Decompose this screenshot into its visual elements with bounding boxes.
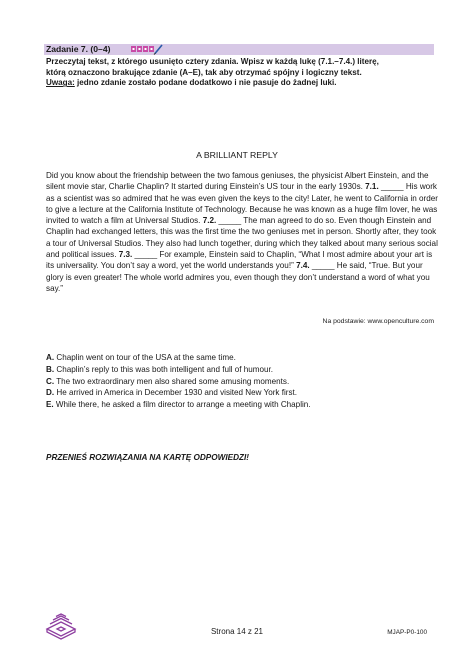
option-text: While there, he asked a film director to arrange a meeting with Chaplin. — [53, 400, 311, 410]
text-segment: _____ The man agreed to do so. Even though Einstein and Chaplin had exchanged letters, this was the first time the two geniuses met in person. Shortly after, they took a tour of Universal Studios. They also had lunch together, during which they talked about many serious social and political issues. — [46, 216, 438, 260]
option-letter: A. — [46, 353, 55, 362]
task-title: Zadanie 7. (0–4) — [46, 44, 111, 54]
option-d — [46, 387, 311, 399]
source-citation: Na podstawie: www.openculture.com — [322, 318, 434, 325]
answer-options — [46, 352, 311, 411]
option-text: The two extraordinary men also shared some amusing moments. — [54, 376, 290, 386]
text-segment: _____ For example, Einstein said to Chaplin, “What I most admire about your art is its universality. You don’t say a word, yet the world understands you!” — [46, 250, 433, 271]
option-letter: C. — [46, 376, 55, 386]
option-letter: B. — [46, 364, 55, 374]
article-body — [46, 170, 441, 294]
text-segment: _____ He said, “True. But your glory is even greater! The whole world admires you, even though they don’t understand a word of what you say.” — [46, 261, 430, 293]
option-letter: E. — [46, 400, 54, 410]
option-letter: D. — [46, 388, 55, 398]
option-text: He arrived in America in December 1930 and visited New York first. — [54, 388, 298, 398]
option-text: Chaplin went on tour of the USA at the same time. — [54, 353, 236, 362]
instruction-line: którą oznaczono brakujące zdanie (A–E), tak aby otrzymać spójny i logiczny tekst. — [46, 67, 362, 77]
note-text: jedno zdanie zostało podane dodatkowo i nie pasuje do żadnej luki. — [74, 78, 337, 88]
gap-label: 7.1. — [365, 182, 379, 192]
option-c — [46, 376, 311, 388]
page-number: Strona 14 z 21 — [210, 627, 264, 636]
text-segment: Did you know about the friendship between the two famous geniuses, the physicist Albert Einstein, and the silent movie star, Charlie Chaplin? It started during Einstein’s US tour in the early 1930s. — [46, 171, 429, 192]
transfer-instruction: PRZENIEŚ ROZWIĄZANIA NA KARTĘ ODPOWIEDZI! — [46, 453, 250, 462]
text-segment: _____ His work as a scientist was so admired that he was even given the keys to the city! Later, he went to California in order to give a lecture at the California Institute of Technology. Because he was known as a huge film lover, he was invited to watch a film at Universal Studios. — [46, 182, 439, 226]
option-b — [46, 364, 311, 376]
gap-label: 7.4. — [296, 261, 310, 271]
exam-code: MJAP-P0-100 — [387, 629, 427, 636]
article-title: A BRILLIANT REPLY — [196, 150, 278, 160]
note-label: Uwaga: — [46, 78, 75, 88]
gap-label: 7.2. — [202, 216, 217, 226]
pencil-points-icon — [131, 44, 165, 55]
option-a — [46, 352, 311, 364]
task-instructions — [46, 57, 446, 89]
option-text: Chaplin’s reply to this was both intelligent and full of humour. — [54, 364, 274, 374]
option-e — [46, 399, 311, 411]
instruction-note — [46, 78, 446, 89]
instruction-line: Przeczytaj tekst, z którego usunięto cztery zdania. Wpisz w każdą lukę (7.1.–7.4.) literę, — [46, 57, 379, 66]
gap-label: 7.3. — [118, 250, 133, 260]
